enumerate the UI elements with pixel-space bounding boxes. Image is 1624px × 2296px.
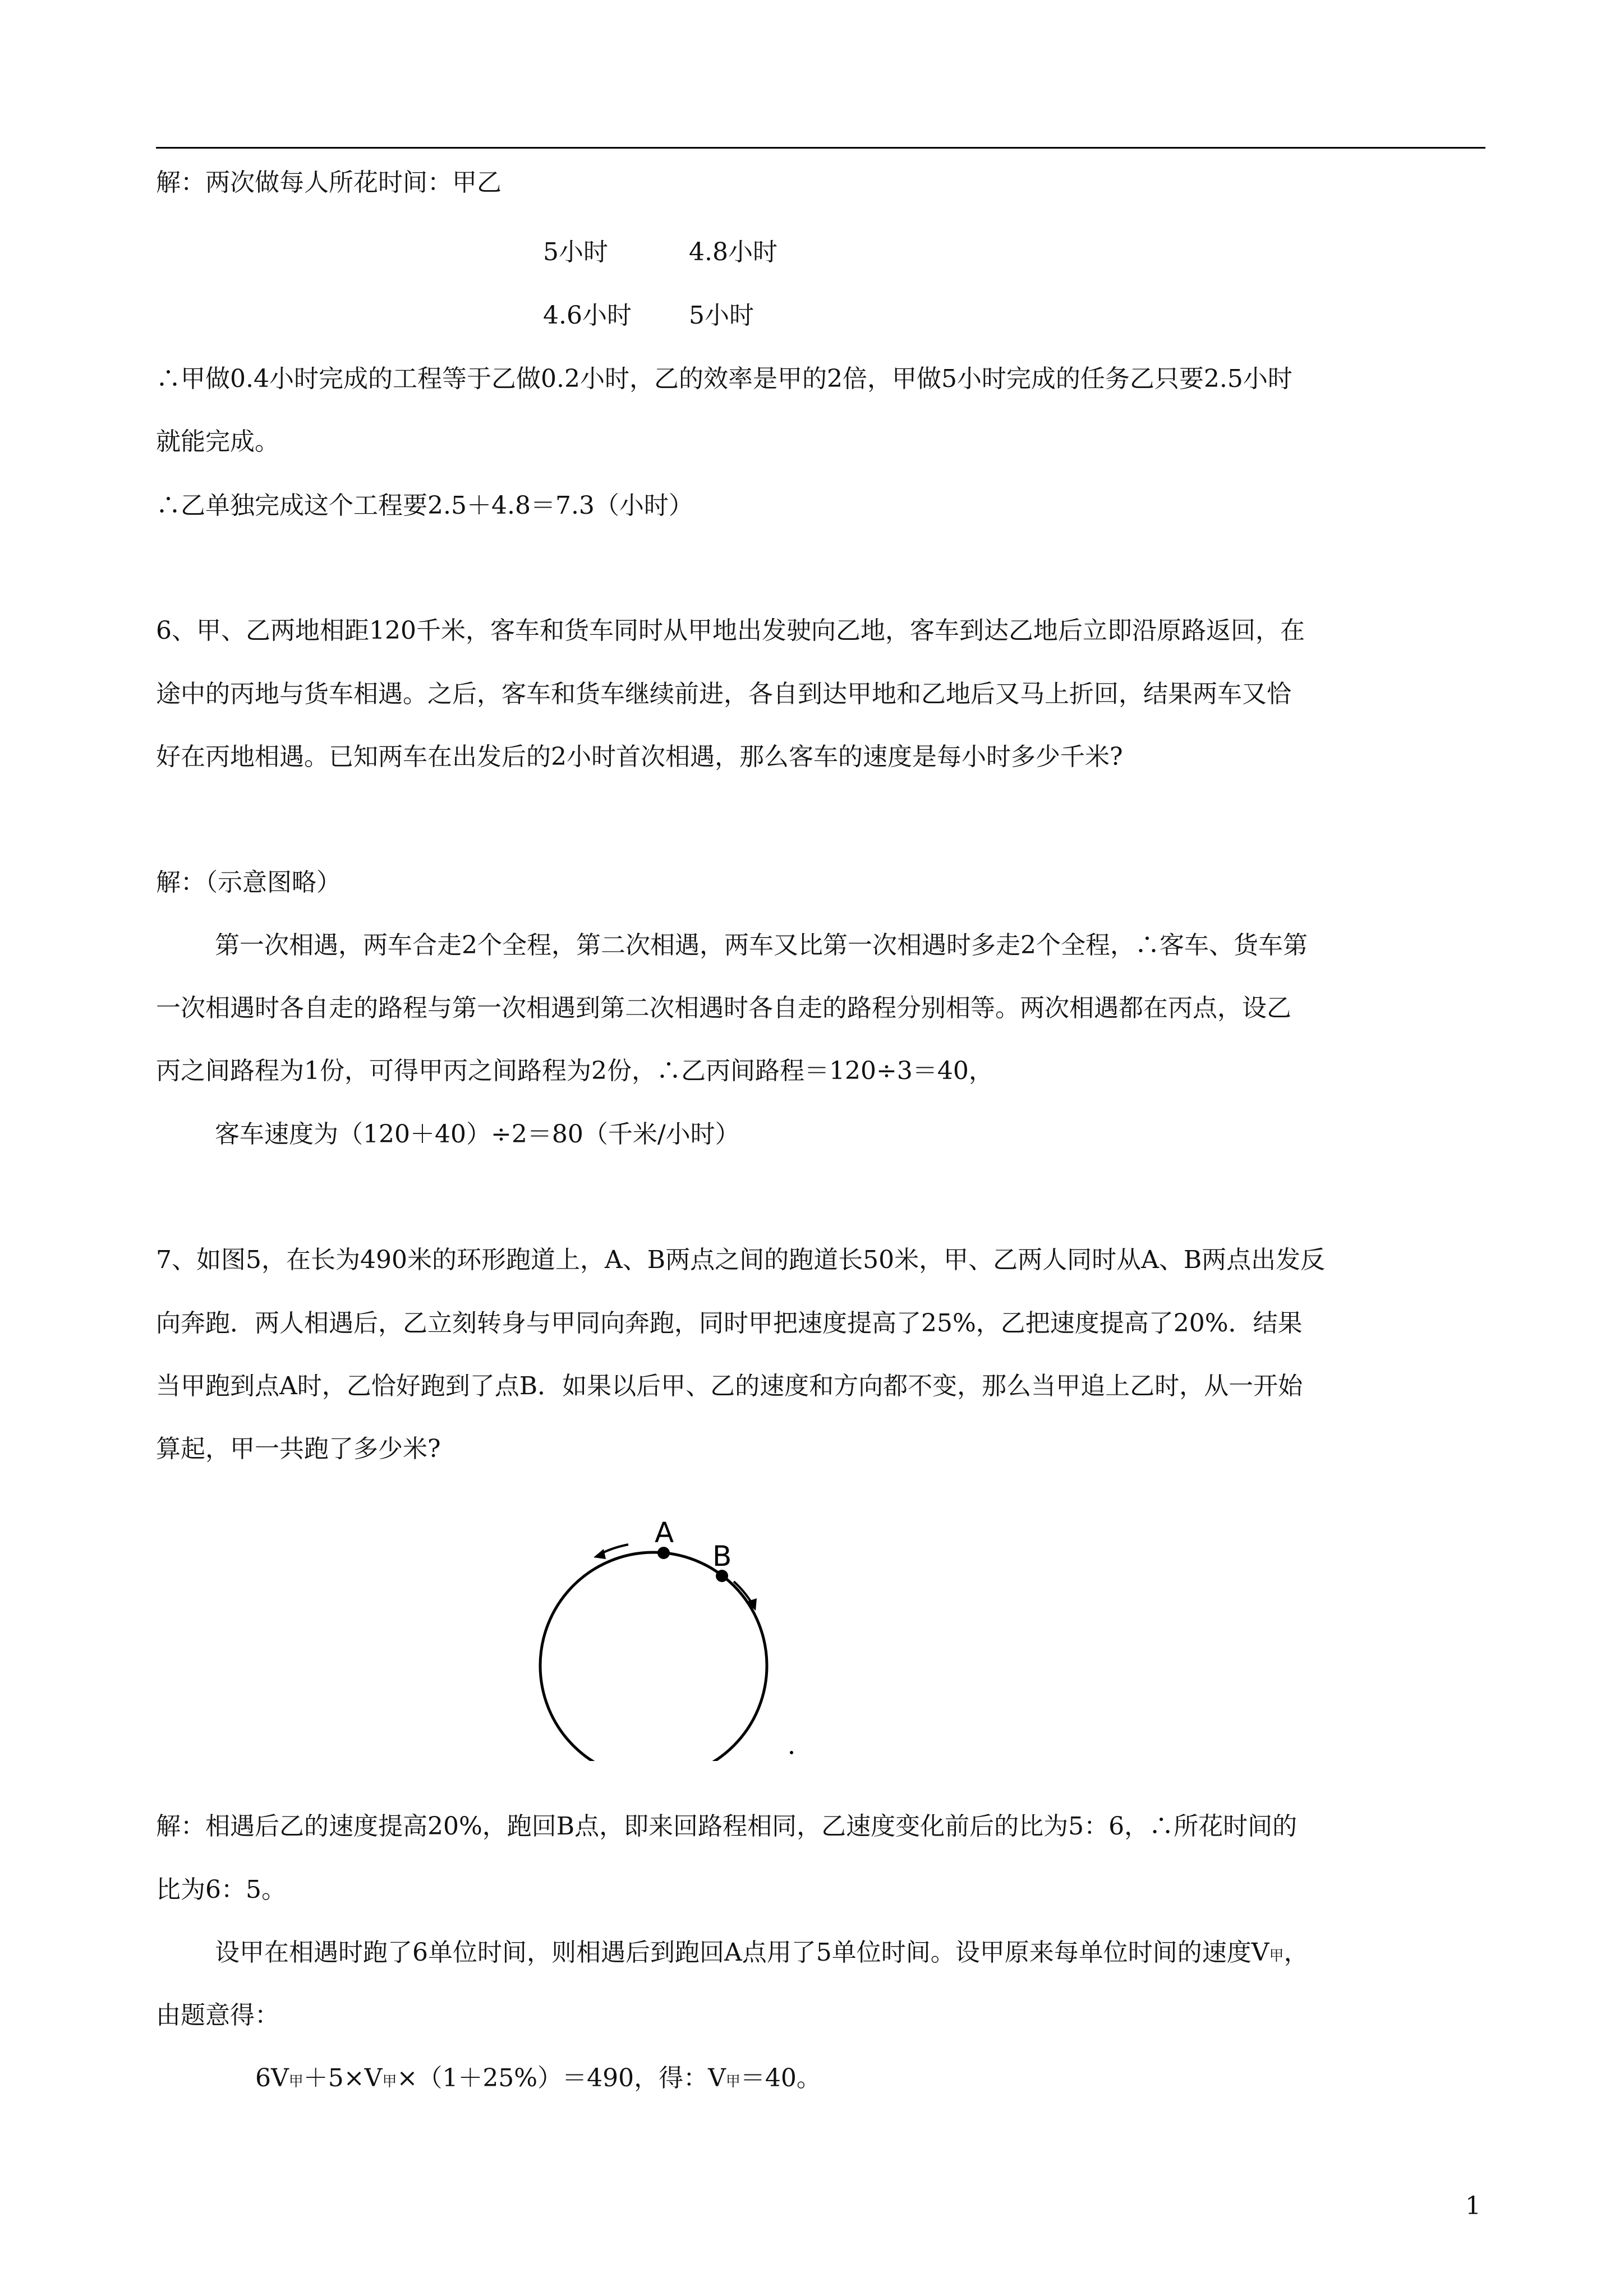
solution-6-header: 解：（示意图略） <box>156 868 341 897</box>
arrow-a-head <box>594 1549 606 1559</box>
solution-7-line-4: 由题意得： <box>156 2001 279 2030</box>
problem-7-line-3: 当甲跑到点A时，乙恰好跑到了点B．如果以后甲、乙的速度和方向都不变，那么当甲追上乙时，从一开始 <box>156 1372 1303 1400</box>
solution-7-equation: 6V甲＋5×V甲×（1＋25%）＝490，得：V甲＝40。 <box>255 2064 821 2092</box>
label-b: B <box>712 1540 732 1573</box>
stray-dot <box>790 1751 793 1754</box>
solution-7-line-1: 解：相遇后乙的速度提高20%，跑回B点，即来回路程相同，乙速度变化前后的比为5：6，∴所花时间的 <box>156 1812 1298 1841</box>
solution-7-line-2: 比为6：5。 <box>156 1875 286 1904</box>
page-number: 1 <box>1465 2192 1481 2220</box>
problem-7-line-2: 向奔跑．两人相遇后，乙立刻转身与甲同向奔跑，同时甲把速度提高了25%，乙把速度提高了20%．结果 <box>156 1309 1303 1338</box>
solution-6-line-4: 客车速度为（120＋40）÷2＝80（千米/小时） <box>215 1120 740 1149</box>
solution-6-line-2: 一次相遇时各自走的路程与第一次相遇到第二次相遇时各自走的路程分别相等。两次相遇都在丙点，设乙 <box>156 994 1291 1022</box>
arrow-b-shaft <box>734 1582 752 1603</box>
header-rule <box>156 147 1485 149</box>
solution-6-line-1: 第一次相遇，两车合走2个全程，第二次相遇，两车又比第一次相遇时多走2个全程，∴客车、货车第 <box>215 931 1308 960</box>
time-yi-row1: 4.8小时 <box>689 238 778 266</box>
solution-7-line-3: 设甲在相遇时跑了6单位时间，则相遇后到跑回A点用了5单位时间。设甲原来每单位时间的速度V甲， <box>215 1938 1309 1967</box>
solution-5-line-2: 就能完成。 <box>156 427 279 456</box>
problem-7-line-4: 算起，甲一共跑了多少米? <box>156 1435 441 1463</box>
circular-track-figure <box>539 1514 808 1761</box>
label-a: A <box>655 1516 674 1549</box>
solution-5-line-1: ∴甲做0.4小时完成的工程等于乙做0.2小时，乙的效率是甲的2倍，甲做5小时完成的任务乙只要2.5小时 <box>156 365 1292 393</box>
time-jia-row2: 4.6小时 <box>543 301 632 330</box>
problem-7-line-1: 7、如图5，在长为490米的环形跑道上，A、B两点之间的跑道长50米，甲、乙两人同时从A、B两点出发反 <box>156 1246 1326 1274</box>
solution-6-line-3: 丙之间路程为1份，可得甲丙之间路程为2份，∴乙丙间路程＝120÷3＝40， <box>156 1057 993 1085</box>
problem-6-line-3: 好在丙地相遇。已知两车在出发后的2小时首次相遇，那么客车的速度是每小时多少千米? <box>156 743 1123 771</box>
time-jia-row1: 5小时 <box>543 238 608 266</box>
solution-5-header: 解：两次做每人所花时间：甲乙 <box>156 168 502 197</box>
problem-6-line-2: 途中的丙地与货车相遇。之后，客车和货车继续前进，各自到达甲地和乙地后又马上折回，结果两车又恰 <box>156 680 1291 708</box>
track-circle <box>540 1552 767 1761</box>
time-yi-row2: 5小时 <box>689 301 754 330</box>
problem-6-line-1: 6、甲、乙两地相距120千米，客车和货车同时从甲地出发驶向乙地，客车到达乙地后立即沿原路返回，在 <box>156 616 1305 645</box>
solution-5-line-3: ∴乙单独完成这个工程要2.5＋4.8＝7.3（小时） <box>156 491 693 520</box>
